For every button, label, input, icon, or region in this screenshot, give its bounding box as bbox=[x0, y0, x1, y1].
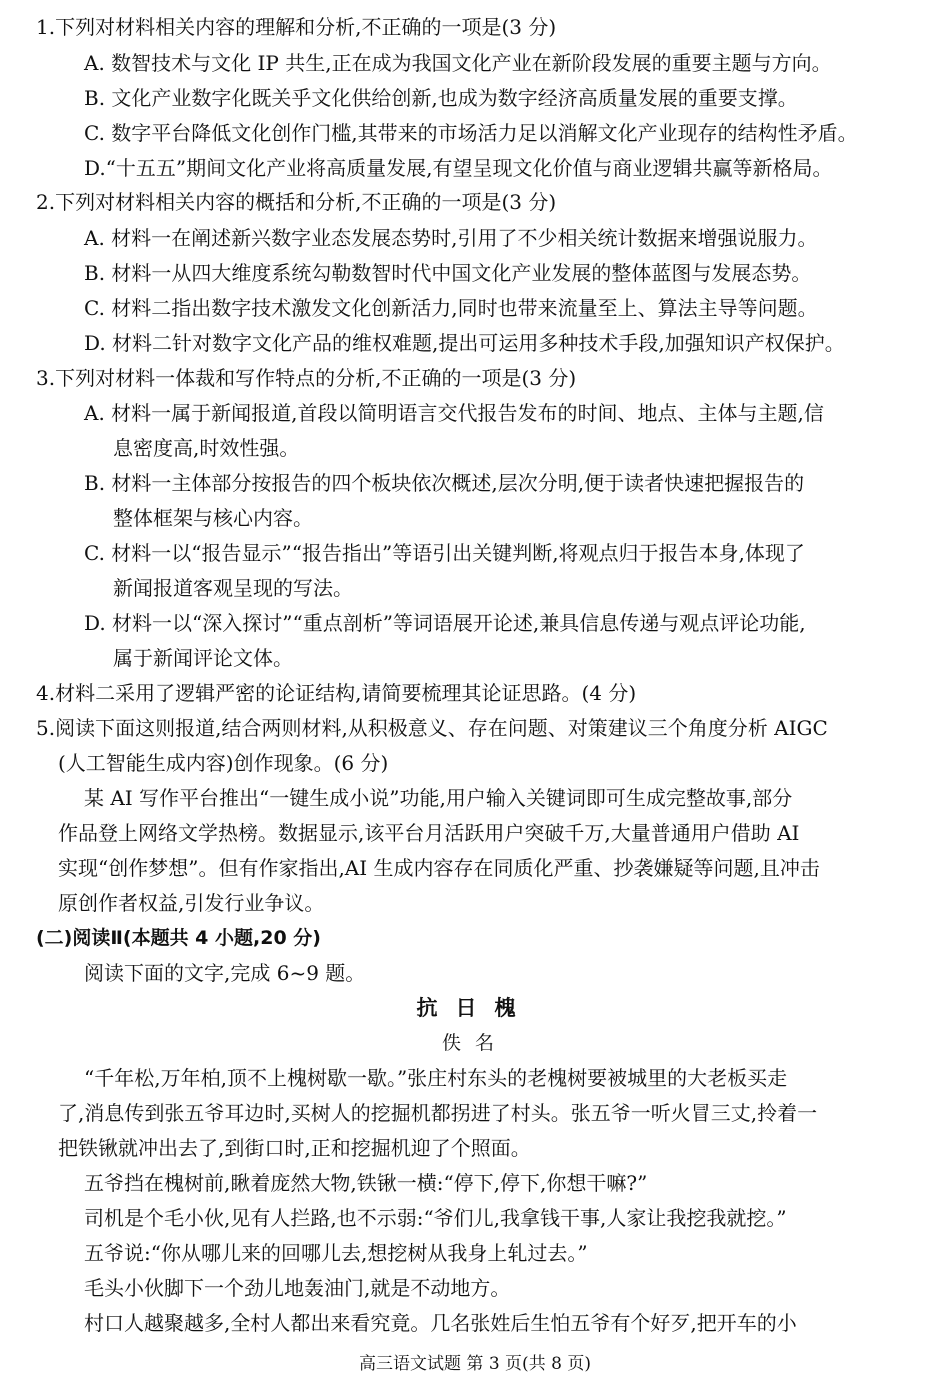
q2-stem: 2.下列对材料相关内容的概括和分析,不正确的一项是(3 分) bbox=[36, 190, 557, 214]
q5-report-line: 原创作者权益,引发行业争议。 bbox=[58, 891, 325, 915]
q5-stem: 5.阅读下面这则报道,结合两则材料,从积极意义、存在问题、对策建议三个角度分析 AIGC bbox=[36, 716, 828, 740]
q2-option-d: D. 材料二针对数字文化产品的维权难题,提出可运用多种技术手段,加强知识产权保护。 bbox=[84, 331, 845, 355]
question-4: 4.材料二采用了逻辑严密的论证结构,请简要梳理其论证思路。(4 分) bbox=[36, 681, 637, 705]
story-line: 了,消息传到张五爷耳边时,买树人的挖掘机都拐进了村头。张五爷一听火冒三丈,拎着一 bbox=[58, 1101, 818, 1125]
q2-option-b: B. 材料一从四大维度系统勾勒数智时代中国文化产业发展的整体蓝图与发展态势。 bbox=[84, 261, 812, 285]
q3-option-c: C. 材料一以“报告显示”“报告指出”等语引出关键判断,将观点归于报告本身,体现了 bbox=[84, 541, 805, 565]
q2-option-c: C. 材料二指出数字技术激发文化创新活力,同时也带来流量至上、算法主导等问题。 bbox=[84, 296, 818, 320]
q2-option-a: A. 材料一在阐述新兴数字业态发展态势时,引用了不少相关统计数据来增强说服力。 bbox=[84, 226, 818, 250]
q5-report-line: 作品登上网络文学热榜。数据显示,该平台月活跃用户突破千万,大量普通用户借助 AI bbox=[58, 821, 800, 845]
section-heading: (二)阅读Ⅱ(本题共 4 小题,20 分) bbox=[36, 927, 321, 949]
q3-option-b: B. 材料一主体部分按报告的四个板块依次概述,层次分明,便于读者快速把握报告的 bbox=[84, 471, 805, 495]
story-line: 毛头小伙脚下一个劲儿地轰油门,就是不动地方。 bbox=[84, 1276, 511, 1300]
story-line: 村口人越聚越多,全村人都出来看究竟。几名张姓后生怕五爷有个好歹,把开车的小 bbox=[84, 1311, 797, 1335]
story-title: 抗日槐 bbox=[416, 996, 534, 1020]
q5-stem-cont: (人工智能生成内容)创作现象。(6 分) bbox=[58, 751, 389, 775]
q5-report-line: 实现“创作梦想”。但有作家指出,AI 生成内容存在同质化严重、抄袭嫌疑等问题,且冲击 bbox=[58, 856, 820, 880]
story-line: 司机是个毛小伙,见有人拦路,也不示弱:“爷们儿,我拿钱干事,人家让我挖我就挖。” bbox=[84, 1206, 787, 1230]
q1-stem: 1.下列对材料相关内容的理解和分析,不正确的一项是(3 分) bbox=[36, 15, 557, 39]
q1-option-c: C. 数字平台降低文化创作门槛,其带来的市场活力足以消解文化产业现存的结构性矛盾。 bbox=[84, 121, 858, 145]
q5-report-line: 某 AI 写作平台推出“一键生成小说”功能,用户输入关键词即可生成完整故事,部分 bbox=[84, 786, 793, 810]
section-instruction: 阅读下面的文字,完成 6~9 题。 bbox=[84, 961, 366, 985]
q1-option-b: B. 文化产业数字化既关乎文化供给创新,也成为数字经济高质量发展的重要支撑。 bbox=[84, 86, 798, 110]
story-line: “千年松,万年柏,顶不上槐树歇一歇。”张庄村东头的老槐树要被城里的大老板买走 bbox=[84, 1066, 788, 1090]
q3-option-a-cont: 息密度高,时效性强。 bbox=[113, 436, 300, 460]
story-author: 佚名 bbox=[441, 1032, 508, 1054]
q3-option-d: D. 材料一以“深入探讨”“重点剖析”等词语展开论述,兼具信息传递与观点评论功能, bbox=[84, 611, 806, 635]
q1-option-a: A. 数智技术与文化 IP 共生,正在成为我国文化产业在新阶段发展的重要主题与方向。 bbox=[84, 51, 832, 75]
story-line: 五爷挡在槐树前,瞅着庞然大物,铁锹一横:“停下,停下,你想干嘛?” bbox=[84, 1171, 648, 1195]
q3-option-a: A. 材料一属于新闻报道,首段以简明语言交代报告发布的时间、地点、主体与主题,信 bbox=[84, 401, 824, 425]
story-line: 五爷说:“你从哪儿来的回哪儿去,想挖树从我身上轧过去。” bbox=[84, 1241, 588, 1265]
page-footer: 高三语文试题 第 3 页(共 8 页) bbox=[359, 1354, 591, 1374]
story-line: 把铁锹就冲出去了,到街口时,正和挖掘机迎了个照面。 bbox=[58, 1136, 531, 1160]
q3-option-c-cont: 新闻报道客观呈现的写法。 bbox=[113, 576, 353, 600]
q3-stem: 3.下列对材料一体裁和写作特点的分析,不正确的一项是(3 分) bbox=[36, 366, 577, 390]
q1-option-d: D.“十五五”期间文化产业将高质量发展,有望呈现文化价值与商业逻辑共赢等新格局。 bbox=[84, 156, 833, 180]
q3-option-d-cont: 属于新闻评论文体。 bbox=[113, 646, 293, 670]
q3-option-b-cont: 整体框架与核心内容。 bbox=[113, 506, 313, 530]
